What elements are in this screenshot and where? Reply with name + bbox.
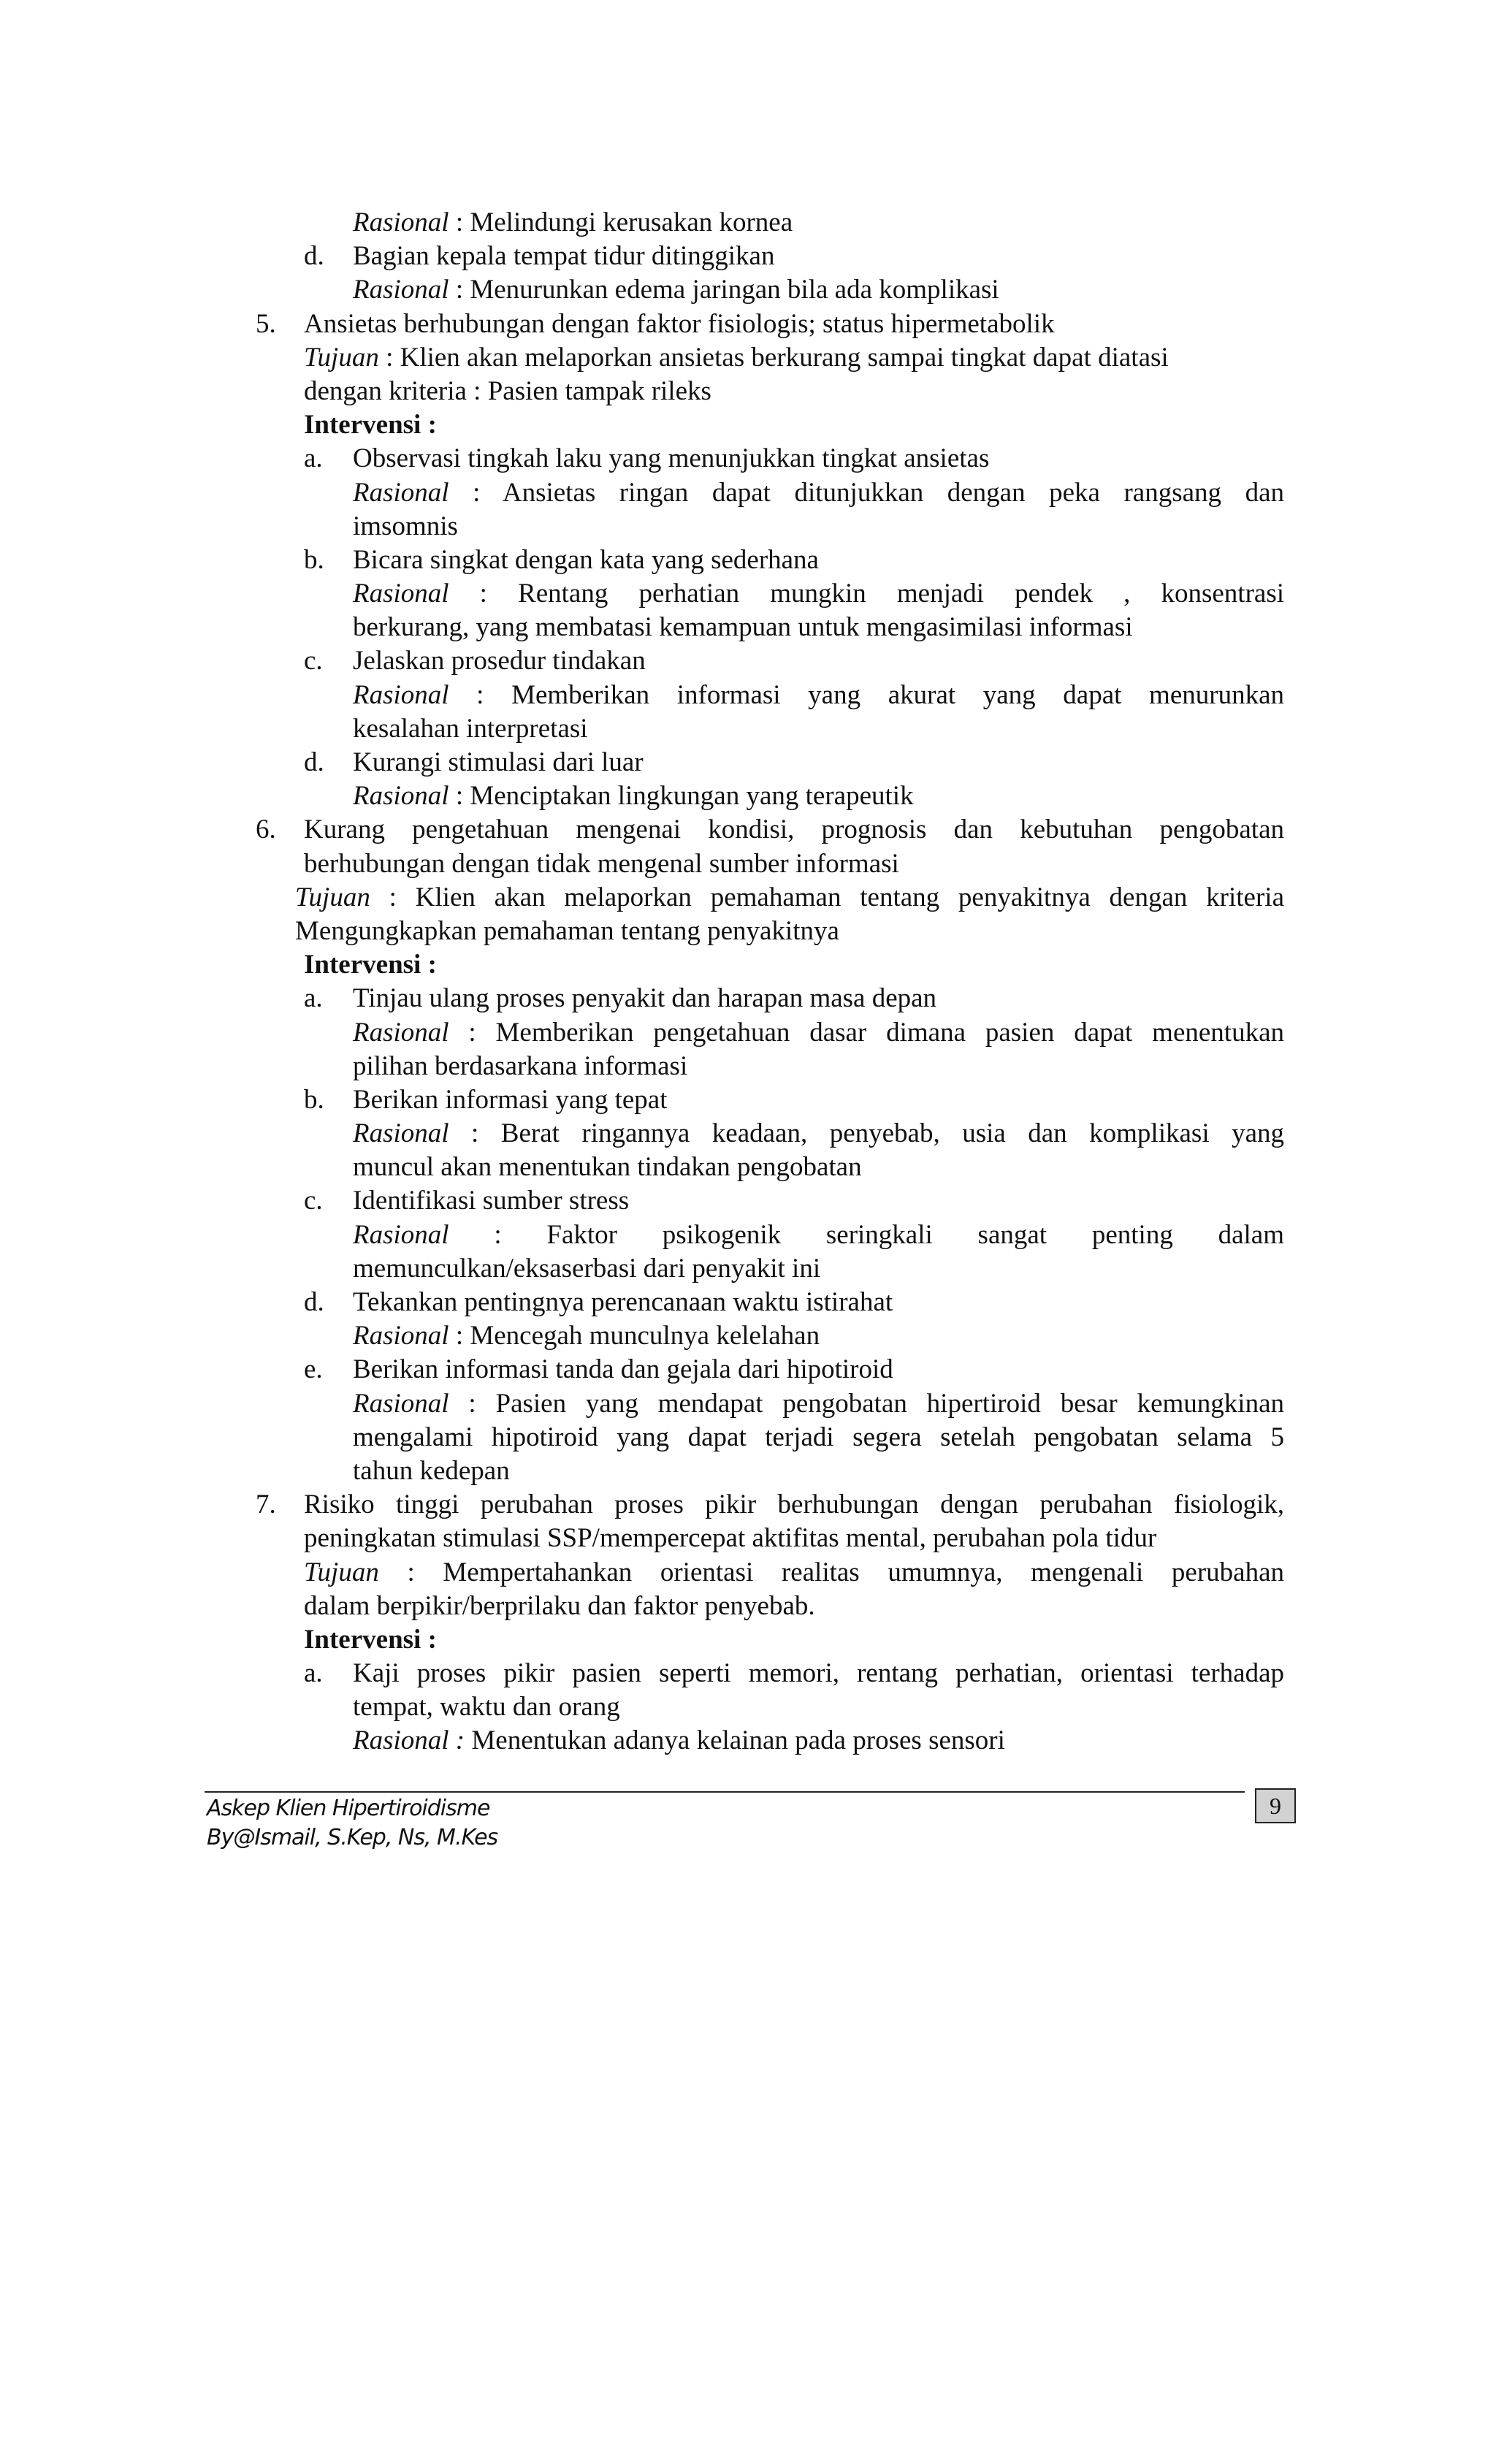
text-line xyxy=(256,1623,1284,1657)
text-line xyxy=(256,948,1284,982)
text-line xyxy=(256,982,1284,1015)
rationale-label: Rasional xyxy=(353,1321,449,1351)
continuation-text: tempat, waktu dan orang xyxy=(353,1692,620,1723)
continuation-text-wrap xyxy=(256,1050,1284,1083)
intervention-heading: Intervensi : xyxy=(304,950,437,980)
text-line xyxy=(256,240,1284,273)
rationale-text: Menentukan adanya kelainan pada proses sensori xyxy=(465,1725,1005,1756)
continuation-text-wrap xyxy=(256,1690,1284,1724)
item-text-wrap xyxy=(256,1488,1284,1522)
rationale-text-wrap xyxy=(256,779,1284,813)
list-letter: a. xyxy=(304,1658,323,1689)
list-letter: a. xyxy=(304,983,323,1014)
text-line xyxy=(256,408,1284,442)
intervention-heading: Intervensi : xyxy=(304,410,437,440)
text-line xyxy=(256,1016,1284,1050)
rationale-label: Rasional xyxy=(353,781,449,812)
item-text-wrap xyxy=(256,543,1284,577)
continuation-text-wrap xyxy=(256,1454,1284,1488)
rationale-text: : Berat ringannya keadaan, penyebab, usia dan komplikasi yang xyxy=(449,1118,1284,1149)
rationale-text-wrap xyxy=(256,1117,1284,1151)
list-letter: d. xyxy=(304,747,324,777)
text-line xyxy=(256,1522,1284,1555)
item-text: Kurang pengetahuan mengenai kondisi, prognosis dan kebutuhan pengobatan xyxy=(304,815,1284,845)
goal-text-wrap xyxy=(256,1556,1284,1590)
item-text: Bicara singkat dengan kata yang sederhana xyxy=(353,544,819,575)
list-letter: c. xyxy=(304,1186,323,1216)
continuation-text: dalam berpikir/berprilaku dan faktor penyebab. xyxy=(304,1590,815,1621)
intervention-heading-wrap xyxy=(256,408,1284,442)
text-line xyxy=(256,442,1284,476)
continuation-text: muncul akan menentukan tindakan pengobatan xyxy=(353,1152,862,1183)
continuation-text: berhubungan dengan tidak mengenal sumber informasi xyxy=(304,848,899,879)
item-text: Risiko tinggi perubahan proses pikir berhubungan dengan perubahan fisiologik, xyxy=(304,1490,1284,1520)
text-line xyxy=(256,746,1284,779)
continuation-text-wrap xyxy=(256,1522,1284,1555)
item-text: Ansietas berhubungan dengan faktor fisiologis; status hipermetabolik xyxy=(304,308,1055,339)
text-line xyxy=(256,1690,1284,1724)
continuation-text: memunculkan/eksaserbasi dari penyakit ini xyxy=(353,1253,821,1284)
continuation-text: dengan kriteria : Pasien tampak rileks xyxy=(304,375,711,406)
text-line xyxy=(256,1218,1284,1252)
rationale-text-wrap xyxy=(256,1387,1284,1421)
text-line xyxy=(256,1083,1284,1117)
continuation-text-wrap xyxy=(256,847,1284,881)
item-text-wrap xyxy=(256,1657,1284,1690)
text-line xyxy=(256,1387,1284,1421)
item-text: Kaji proses pikir pasien seperti memori, rentang perhatian, orientasi terhadap xyxy=(353,1658,1284,1689)
goal-text: : Klien akan melaporkan ansietas berkurang sampai tingkat dapat diatasi xyxy=(378,342,1169,373)
continuation-text-wrap xyxy=(256,712,1284,746)
intervention-heading-wrap xyxy=(256,948,1284,982)
goal-label: Tujuan xyxy=(304,342,379,373)
text-line xyxy=(256,1117,1284,1151)
list-letter: c. xyxy=(304,646,323,676)
continuation-text-wrap xyxy=(256,611,1284,644)
rationale-label: Rasional xyxy=(353,1017,449,1048)
continuation-text-wrap xyxy=(256,1590,1284,1623)
text-line xyxy=(256,611,1284,644)
text-line xyxy=(256,1319,1284,1353)
item-text: Berikan informasi yang tepat xyxy=(353,1084,668,1115)
text-line xyxy=(256,577,1284,611)
item-text-wrap xyxy=(256,1083,1284,1117)
text-line xyxy=(256,341,1284,375)
text-line xyxy=(256,273,1284,307)
rationale-label: Rasional xyxy=(353,679,449,710)
footer-title: Askep Klien Hipertiroidisme xyxy=(207,1796,490,1821)
continuation-text: tahun kedepan xyxy=(353,1455,510,1486)
document-body xyxy=(256,206,1284,1758)
rationale-text: : Pasien yang mendapat pengobatan hipertiroid besar kemungkinan xyxy=(449,1388,1284,1419)
item-text: Bagian kepala tempat tidur ditinggikan xyxy=(353,241,775,272)
text-line xyxy=(256,1488,1284,1522)
rationale-text: : Rentang perhatian mungkin menjadi pendek , konsentrasi xyxy=(449,579,1284,609)
page-number: 9 xyxy=(1255,1788,1296,1823)
item-text-wrap xyxy=(256,1353,1284,1387)
text-line xyxy=(256,1590,1284,1623)
rationale-text: : Melindungi kerusakan kornea xyxy=(449,207,793,237)
text-line xyxy=(256,543,1284,577)
item-text-wrap xyxy=(256,746,1284,779)
rationale-text: : Memberikan informasi yang akurat yang dapat menurunkan xyxy=(449,679,1284,710)
rationale-label: Rasional xyxy=(353,1388,449,1419)
rationale-label: Rasional xyxy=(353,207,449,237)
item-text-wrap xyxy=(256,240,1284,273)
continuation-text-wrap xyxy=(256,375,1284,408)
text-line xyxy=(256,1151,1284,1184)
item-text: Tekankan pentingnya perencanaan waktu istirahat xyxy=(353,1287,893,1317)
item-text: Jelaskan prosedur tindakan xyxy=(353,646,646,676)
continuation-text-wrap xyxy=(256,510,1284,543)
continuation-text: imsomnis xyxy=(353,511,458,541)
list-letter: e. xyxy=(304,1354,323,1385)
rationale-text-wrap xyxy=(256,1016,1284,1050)
item-text-wrap xyxy=(256,308,1284,341)
rationale-text: : Memberikan pengetahuan dasar dimana pasien dapat menentukan xyxy=(449,1017,1284,1048)
rationale-text-wrap xyxy=(256,577,1284,611)
rationale-text-wrap xyxy=(256,273,1284,307)
list-letter: b. xyxy=(304,1084,324,1115)
item-text-wrap xyxy=(256,982,1284,1015)
rationale-text: : Menurunkan edema jaringan bila ada komplikasi xyxy=(449,275,999,305)
intervention-heading: Intervensi : xyxy=(304,1624,437,1655)
goal-label: Tujuan xyxy=(304,1557,379,1587)
text-line xyxy=(256,1556,1284,1590)
list-number: 5. xyxy=(256,308,276,339)
text-line xyxy=(256,476,1284,510)
continuation-text-wrap xyxy=(256,1252,1284,1286)
list-letter: b. xyxy=(304,544,324,575)
continuation-text: mengalami hipotiroid yang dapat terjadi segera setelah pengobatan selama 5 xyxy=(353,1422,1284,1452)
text-line xyxy=(256,206,1284,240)
rationale-label: Rasional xyxy=(353,275,449,305)
goal-text-wrap xyxy=(256,881,1284,915)
item-text: Kurangi stimulasi dari luar xyxy=(353,747,644,777)
text-line xyxy=(256,1184,1284,1218)
text-line xyxy=(256,510,1284,543)
text-line xyxy=(256,1252,1284,1286)
item-text-wrap xyxy=(256,813,1284,847)
continuation-text-wrap xyxy=(256,1151,1284,1184)
rationale-label: Rasional : xyxy=(353,1725,465,1756)
continuation-text: berkurang, yang membatasi kemampuan untuk mengasimilasi informasi xyxy=(353,612,1133,643)
rationale-text-wrap xyxy=(256,1319,1284,1353)
text-line xyxy=(256,1421,1284,1454)
continuation-text-wrap xyxy=(256,915,1284,948)
text-line xyxy=(256,1286,1284,1319)
rationale-text: : Ansietas ringan dapat ditunjukkan dengan peka rangsang dan xyxy=(449,477,1284,508)
goal-text: : Klien akan melaporkan pemahaman tentang penyakitnya dengan kriteria xyxy=(370,882,1284,912)
rationale-text-wrap xyxy=(256,206,1284,240)
rationale-text-wrap xyxy=(256,1218,1284,1252)
intervention-heading-wrap xyxy=(256,1623,1284,1657)
rationale-label: Rasional xyxy=(353,477,449,508)
text-line xyxy=(256,1454,1284,1488)
rationale-text-wrap xyxy=(256,1724,1284,1758)
continuation-text-wrap xyxy=(256,1421,1284,1454)
continuation-text: Mengungkapkan pemahaman tentang penyakitnya xyxy=(295,915,839,946)
goal-label: Tujuan xyxy=(295,882,370,912)
list-letter: a. xyxy=(304,443,323,474)
list-letter: d. xyxy=(304,241,324,272)
item-text-wrap xyxy=(256,644,1284,678)
rationale-label: Rasional xyxy=(353,579,449,609)
footer xyxy=(207,1794,497,1853)
rationale-text: : Faktor psikogenik seringkali sangat penting dalam xyxy=(449,1219,1284,1250)
item-text: Tinjau ulang proses penyakit dan harapan masa depan xyxy=(353,983,937,1014)
rationale-label: Rasional xyxy=(353,1219,449,1250)
text-line xyxy=(256,712,1284,746)
text-line xyxy=(256,679,1284,712)
continuation-text: pilihan berdasarkana informasi xyxy=(353,1050,688,1081)
item-text-wrap xyxy=(256,442,1284,476)
item-text-wrap xyxy=(256,1286,1284,1319)
text-line xyxy=(256,779,1284,813)
goal-text: : Mempertahankan orientasi realitas umumnya, mengenali perubahan xyxy=(378,1557,1284,1587)
item-text-wrap xyxy=(256,1184,1284,1218)
list-number: 7. xyxy=(256,1490,276,1520)
rationale-text: : Menciptakan lingkungan yang terapeutik xyxy=(449,781,914,812)
rationale-text: : Mencegah munculnya kelelahan xyxy=(449,1321,820,1351)
text-line xyxy=(256,813,1284,847)
text-line xyxy=(256,1353,1284,1387)
rationale-label: Rasional xyxy=(353,1118,449,1149)
rationale-text-wrap xyxy=(256,679,1284,712)
item-text: Identifikasi sumber stress xyxy=(353,1186,630,1216)
text-line xyxy=(256,644,1284,678)
continuation-text: kesalahan interpretasi xyxy=(353,713,588,744)
text-line xyxy=(256,375,1284,408)
rationale-text-wrap xyxy=(256,476,1284,510)
footer-author: By@Ismail, S.Kep, Ns, M.Kes xyxy=(207,1825,498,1850)
text-line xyxy=(256,1657,1284,1690)
item-text: Observasi tingkah laku yang menunjukkan tingkat ansietas xyxy=(353,443,990,474)
text-line xyxy=(256,308,1284,341)
text-line xyxy=(256,1724,1284,1758)
text-line xyxy=(256,847,1284,881)
text-line xyxy=(256,881,1284,915)
footer-rule xyxy=(205,1791,1245,1793)
text-line xyxy=(256,915,1284,948)
list-number: 6. xyxy=(256,815,276,845)
text-line xyxy=(256,1050,1284,1083)
list-letter: d. xyxy=(304,1287,324,1317)
goal-text-wrap xyxy=(256,341,1284,375)
continuation-text: peningkatan stimulasi SSP/mempercepat aktifitas mental, perubahan pola tidur xyxy=(304,1523,1157,1554)
item-text: Berikan informasi tanda dan gejala dari hipotiroid xyxy=(353,1354,893,1385)
